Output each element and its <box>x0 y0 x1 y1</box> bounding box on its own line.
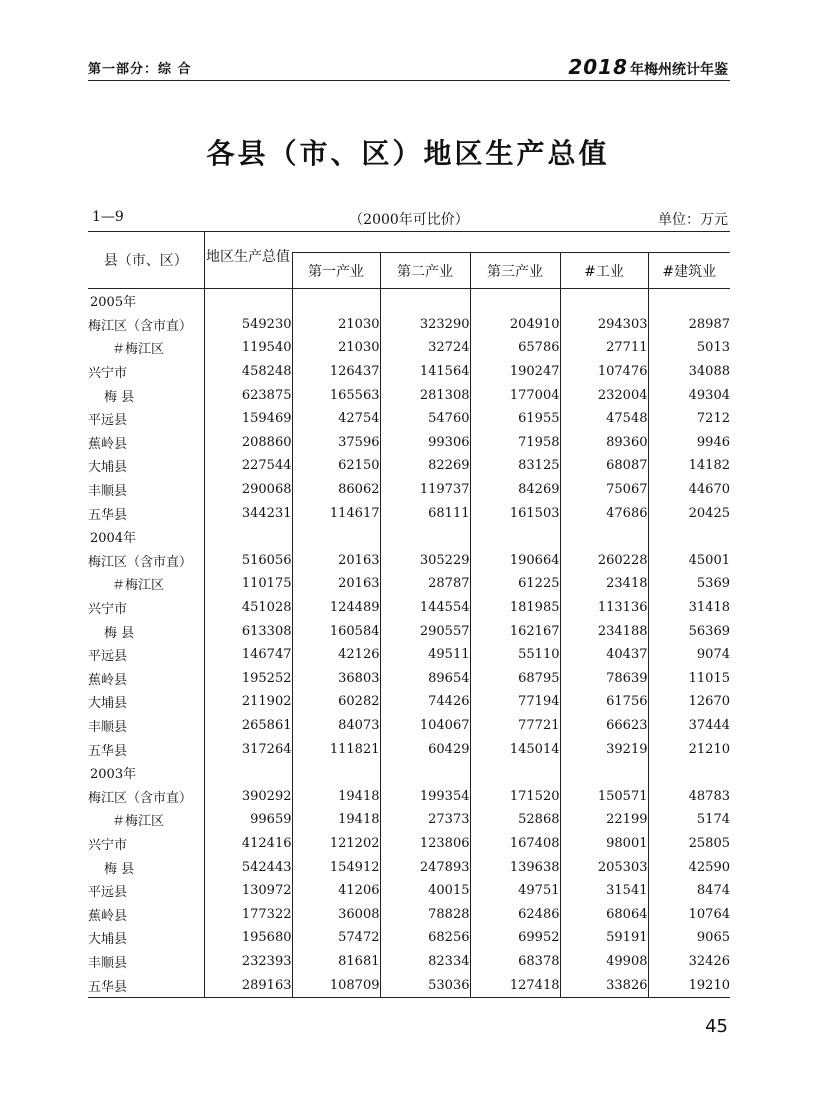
county-name: 梅江区（含市直） <box>88 318 193 334</box>
year-label: 2003年 <box>90 767 137 783</box>
primary-value: 42754 <box>292 407 380 431</box>
table-row <box>88 501 730 525</box>
industry-value: 47686 <box>560 501 648 525</box>
year-row <box>88 289 730 313</box>
empty-cell <box>204 761 292 785</box>
tertiary-value: 71958 <box>470 431 560 455</box>
secondary-value: 53036 <box>380 973 470 997</box>
industry-value: 61756 <box>560 690 648 714</box>
table-row <box>88 549 730 573</box>
county-name: ＃梅江区 <box>112 814 165 830</box>
header-row-top <box>88 232 730 253</box>
primary-value: 165563 <box>292 383 380 407</box>
yearbook-name: 年梅州统计年鉴 <box>630 62 728 78</box>
tertiary-value: 127418 <box>470 973 560 997</box>
industry-value: 234188 <box>560 619 648 643</box>
header-spacer <box>292 232 730 253</box>
tertiary-value: 204910 <box>470 313 560 337</box>
construction-value: 9065 <box>648 926 730 950</box>
construction-value: 8474 <box>648 879 730 903</box>
empty-cell <box>292 289 380 313</box>
county-name: ＃梅江区 <box>112 578 165 594</box>
gdp-value: 317264 <box>204 737 292 761</box>
gdp-value: 549230 <box>204 313 292 337</box>
construction-value: 48783 <box>648 784 730 808</box>
construction-value: 19210 <box>648 973 730 997</box>
secondary-value: 123806 <box>380 832 470 856</box>
secondary-value: 141564 <box>380 360 470 384</box>
page-number: 45 <box>705 1016 728 1037</box>
construction-value: 9074 <box>648 643 730 667</box>
county-name: 梅 县 <box>104 625 135 641</box>
industry-value: 68064 <box>560 902 648 926</box>
primary-value: 21030 <box>292 336 380 360</box>
construction-value: 20425 <box>648 501 730 525</box>
secondary-value: 99306 <box>380 431 470 455</box>
year-row <box>88 525 730 549</box>
primary-value: 21030 <box>292 313 380 337</box>
yearbook-title <box>568 55 728 79</box>
county-name: 大埔县 <box>88 696 128 712</box>
tertiary-value: 62486 <box>470 902 560 926</box>
tertiary-value: 171520 <box>470 784 560 808</box>
empty-cell <box>380 761 470 785</box>
construction-value: 12670 <box>648 690 730 714</box>
county-name: 兴宁市 <box>88 366 128 382</box>
secondary-value: 247893 <box>380 855 470 879</box>
secondary-value: 290557 <box>380 619 470 643</box>
tertiary-value: 61955 <box>470 407 560 431</box>
table-row <box>88 619 730 643</box>
county-name: 丰顺县 <box>88 955 128 971</box>
primary-value: 154912 <box>292 855 380 879</box>
industry-value: 232004 <box>560 383 648 407</box>
gdp-value: 542443 <box>204 855 292 879</box>
county-name: 平远县 <box>88 885 128 901</box>
gdp-value: 119540 <box>204 336 292 360</box>
construction-value: 14182 <box>648 454 730 478</box>
tertiary-value: 83125 <box>470 454 560 478</box>
table-row <box>88 478 730 502</box>
table-row <box>88 407 730 431</box>
header-gdp-label: 地区生产总值 <box>206 249 290 265</box>
primary-value: 37596 <box>292 431 380 455</box>
industry-value: 205303 <box>560 855 648 879</box>
primary-value: 41206 <box>292 879 380 903</box>
county-name: 大埔县 <box>88 460 128 476</box>
tertiary-value: 190664 <box>470 549 560 573</box>
empty-cell <box>292 761 380 785</box>
table-row <box>88 737 730 761</box>
county-name: 蕉岭县 <box>88 672 128 688</box>
primary-value: 124489 <box>292 596 380 620</box>
table-row <box>88 808 730 832</box>
header-primary: 第一产业 <box>292 253 380 289</box>
tertiary-value: 190247 <box>470 360 560 384</box>
county-name: 梅江区（含市直） <box>88 790 193 806</box>
gdp-value: 265861 <box>204 714 292 738</box>
tertiary-value: 55110 <box>470 643 560 667</box>
construction-value: 5013 <box>648 336 730 360</box>
secondary-value: 281308 <box>380 383 470 407</box>
construction-value: 5369 <box>648 572 730 596</box>
tertiary-value: 68378 <box>470 950 560 974</box>
industry-value: 113136 <box>560 596 648 620</box>
tertiary-value: 68795 <box>470 667 560 691</box>
empty-cell <box>560 525 648 549</box>
industry-value: 27711 <box>560 336 648 360</box>
secondary-value: 199354 <box>380 784 470 808</box>
empty-cell <box>470 761 560 785</box>
industry-value: 33826 <box>560 973 648 997</box>
primary-value: 114617 <box>292 501 380 525</box>
table-body <box>88 289 730 998</box>
gdp-value: 451028 <box>204 596 292 620</box>
secondary-value: 74426 <box>380 690 470 714</box>
primary-value: 126437 <box>292 360 380 384</box>
secondary-value: 68111 <box>380 501 470 525</box>
industry-value: 23418 <box>560 572 648 596</box>
construction-value: 25805 <box>648 832 730 856</box>
gdp-value: 227544 <box>204 454 292 478</box>
table-row <box>88 572 730 596</box>
year-label: 2004年 <box>90 531 137 547</box>
empty-cell <box>560 289 648 313</box>
table-row <box>88 667 730 691</box>
year-label: 2005年 <box>90 295 137 311</box>
industry-value: 31541 <box>560 879 648 903</box>
industry-value: 294303 <box>560 313 648 337</box>
tertiary-value: 161503 <box>470 501 560 525</box>
table-row <box>88 383 730 407</box>
table-meta-row <box>88 209 730 229</box>
empty-cell <box>470 525 560 549</box>
header-industry: #工业 <box>560 253 648 289</box>
table-row <box>88 926 730 950</box>
tertiary-value: 167408 <box>470 832 560 856</box>
county-name: 蕉岭县 <box>88 436 128 452</box>
secondary-value: 323290 <box>380 313 470 337</box>
empty-cell <box>292 525 380 549</box>
header-secondary: 第二产业 <box>380 253 470 289</box>
yearbook-year: 2018 <box>568 55 628 79</box>
table-row <box>88 973 730 997</box>
table-row <box>88 596 730 620</box>
primary-value: 36803 <box>292 667 380 691</box>
county-name: 五华县 <box>88 973 204 997</box>
industry-value: 260228 <box>560 549 648 573</box>
tertiary-value: 77721 <box>470 714 560 738</box>
county-name: 梅江区（含市直） <box>88 554 193 570</box>
empty-cell <box>204 525 292 549</box>
table-row <box>88 784 730 808</box>
tertiary-value: 145014 <box>470 737 560 761</box>
construction-value: 10764 <box>648 902 730 926</box>
table-id: 1—9 <box>92 209 124 225</box>
county-name: 丰顺县 <box>88 719 128 735</box>
industry-value: 68087 <box>560 454 648 478</box>
empty-cell <box>470 289 560 313</box>
empty-cell <box>648 289 730 313</box>
county-name: 五华县 <box>88 743 128 759</box>
county-name: 梅 县 <box>104 389 135 405</box>
industry-value: 49908 <box>560 950 648 974</box>
secondary-value: 54760 <box>380 407 470 431</box>
tertiary-value: 61225 <box>470 572 560 596</box>
page-title: 各县（市、区）地区生产总值 <box>206 137 610 170</box>
primary-value: 36008 <box>292 902 380 926</box>
tertiary-value: 84269 <box>470 478 560 502</box>
primary-value: 57472 <box>292 926 380 950</box>
primary-value: 62150 <box>292 454 380 478</box>
table-row <box>88 879 730 903</box>
tertiary-value: 77194 <box>470 690 560 714</box>
secondary-value: 68256 <box>380 926 470 950</box>
header-tertiary: 第三产业 <box>470 253 560 289</box>
section-label: 第一部分：综 合 <box>88 62 192 77</box>
primary-value: 121202 <box>292 832 380 856</box>
county-name: ＃梅江区 <box>112 342 165 358</box>
gdp-value: 516056 <box>204 549 292 573</box>
construction-value: 56369 <box>648 619 730 643</box>
construction-value: 5174 <box>648 808 730 832</box>
tertiary-value: 139638 <box>470 855 560 879</box>
secondary-value: 82269 <box>380 454 470 478</box>
construction-value: 32426 <box>648 950 730 974</box>
table-row <box>88 690 730 714</box>
industry-value: 78639 <box>560 667 648 691</box>
table-row <box>88 454 730 478</box>
gdp-value: 195680 <box>204 926 292 950</box>
secondary-value: 89654 <box>380 667 470 691</box>
county-name: 平远县 <box>88 649 128 665</box>
primary-value: 111821 <box>292 737 380 761</box>
industry-value: 40437 <box>560 643 648 667</box>
construction-value: 42590 <box>648 855 730 879</box>
gdp-value: 458248 <box>204 360 292 384</box>
tertiary-value: 69952 <box>470 926 560 950</box>
industry-value: 107476 <box>560 360 648 384</box>
gdp-value: 290068 <box>204 478 292 502</box>
header-gdp <box>204 232 292 289</box>
price-basis-note: （2000年可比价） <box>349 212 469 228</box>
industry-value: 98001 <box>560 832 648 856</box>
secondary-value: 32724 <box>380 336 470 360</box>
industry-value: 47548 <box>560 407 648 431</box>
table-row <box>88 832 730 856</box>
primary-value: 160584 <box>292 619 380 643</box>
county-name: 平远县 <box>88 413 128 429</box>
gdp-value: 110175 <box>204 572 292 596</box>
primary-value: 60282 <box>292 690 380 714</box>
county-name: 五华县 <box>88 507 128 523</box>
empty-cell <box>648 761 730 785</box>
primary-value: 20163 <box>292 549 380 573</box>
empty-cell <box>380 289 470 313</box>
gdp-value: 159469 <box>204 407 292 431</box>
table-row <box>88 950 730 974</box>
empty-cell <box>648 525 730 549</box>
secondary-value: 78828 <box>380 902 470 926</box>
secondary-value: 119737 <box>380 478 470 502</box>
tertiary-value: 181985 <box>470 596 560 620</box>
county-name: 大埔县 <box>88 932 128 948</box>
industry-value: 39219 <box>560 737 648 761</box>
secondary-value: 28787 <box>380 572 470 596</box>
gdp-value: 390292 <box>204 784 292 808</box>
table-row <box>88 360 730 384</box>
gdp-value: 99659 <box>204 808 292 832</box>
primary-value: 81681 <box>292 950 380 974</box>
year-row <box>88 761 730 785</box>
county-name: 蕉岭县 <box>88 908 128 924</box>
industry-value: 75067 <box>560 478 648 502</box>
secondary-value: 27373 <box>380 808 470 832</box>
primary-value: 42126 <box>292 643 380 667</box>
unit-label: 单位：万元 <box>658 212 728 228</box>
construction-value: 11015 <box>648 667 730 691</box>
table-row <box>88 714 730 738</box>
gdp-value: 232393 <box>204 950 292 974</box>
construction-value: 7212 <box>648 407 730 431</box>
gdp-value: 613308 <box>204 619 292 643</box>
table-row <box>88 336 730 360</box>
table-row <box>88 431 730 455</box>
table-row <box>88 643 730 667</box>
construction-value: 37444 <box>648 714 730 738</box>
construction-value: 21210 <box>648 737 730 761</box>
empty-cell <box>204 289 292 313</box>
primary-value: 20163 <box>292 572 380 596</box>
tertiary-value: 52868 <box>470 808 560 832</box>
industry-value: 59191 <box>560 926 648 950</box>
secondary-value: 60429 <box>380 737 470 761</box>
secondary-value: 82334 <box>380 950 470 974</box>
industry-value: 89360 <box>560 431 648 455</box>
gdp-value: 195252 <box>204 667 292 691</box>
tertiary-value: 177004 <box>470 383 560 407</box>
primary-value: 19418 <box>292 784 380 808</box>
construction-value: 34088 <box>648 360 730 384</box>
empty-cell <box>380 525 470 549</box>
secondary-value: 104067 <box>380 714 470 738</box>
primary-value: 86062 <box>292 478 380 502</box>
primary-value: 84073 <box>292 714 380 738</box>
gdp-value: 130972 <box>204 879 292 903</box>
tertiary-value: 65786 <box>470 336 560 360</box>
county-name: 兴宁市 <box>88 837 128 853</box>
construction-value: 44670 <box>648 478 730 502</box>
construction-value: 28987 <box>648 313 730 337</box>
gdp-value: 412416 <box>204 832 292 856</box>
county-name: 丰顺县 <box>88 484 128 500</box>
county-name: 兴宁市 <box>88 602 128 618</box>
construction-value: 49304 <box>648 383 730 407</box>
gdp-value: 146747 <box>204 643 292 667</box>
primary-value: 19418 <box>292 808 380 832</box>
gdp-value: 289163 <box>204 973 292 997</box>
secondary-value: 305229 <box>380 549 470 573</box>
table-row <box>88 313 730 337</box>
header-construction: #建筑业 <box>648 253 730 289</box>
table-row <box>88 855 730 879</box>
construction-value: 45001 <box>648 549 730 573</box>
construction-value: 9946 <box>648 431 730 455</box>
primary-value: 108709 <box>292 973 380 997</box>
gdp-value: 211902 <box>204 690 292 714</box>
tertiary-value: 49751 <box>470 879 560 903</box>
industry-value: 66623 <box>560 714 648 738</box>
empty-cell <box>560 761 648 785</box>
secondary-value: 49511 <box>380 643 470 667</box>
secondary-value: 144554 <box>380 596 470 620</box>
table-row <box>88 902 730 926</box>
tertiary-value: 162167 <box>470 619 560 643</box>
header-county: 县（市、区） <box>88 232 204 289</box>
secondary-value: 40015 <box>380 879 470 903</box>
gdp-table <box>88 231 730 998</box>
gdp-value: 177322 <box>204 902 292 926</box>
gdp-value: 208860 <box>204 431 292 455</box>
industry-value: 150571 <box>560 784 648 808</box>
county-name: 梅 县 <box>104 861 135 877</box>
gdp-value: 344231 <box>204 501 292 525</box>
gdp-value: 623875 <box>204 383 292 407</box>
industry-value: 22199 <box>560 808 648 832</box>
header-rule <box>88 80 730 81</box>
construction-value: 31418 <box>648 596 730 620</box>
running-header <box>88 55 728 77</box>
